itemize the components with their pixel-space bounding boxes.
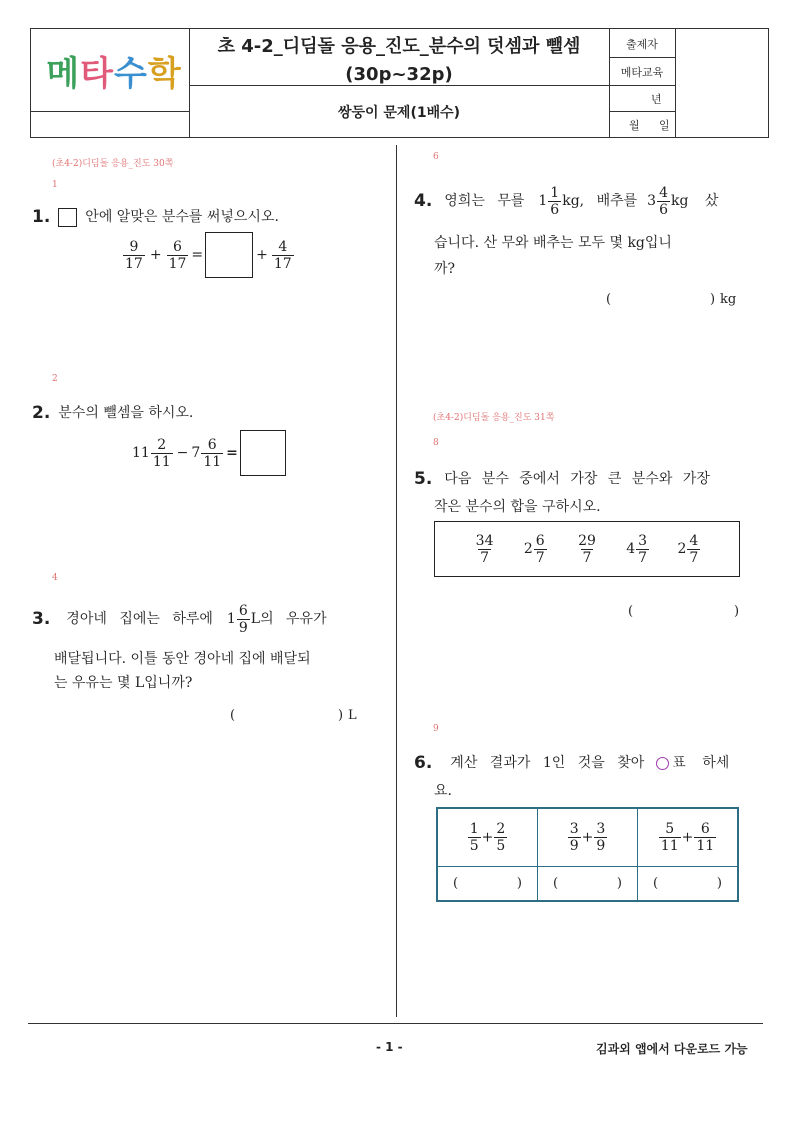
q6-number: 6. [414, 753, 433, 773]
q4-answer-open: ( [606, 292, 612, 307]
page-title: 초 4-2_디딤돌 응용_진도_분수의 덧셈과 뺄셈 (30p~32p) [217, 36, 581, 85]
q4-number: 4. [414, 191, 433, 211]
q2-index: 2 [52, 374, 58, 384]
q3-index: 4 [52, 573, 58, 583]
q5-item: 2 $\frac{4}{7}$ [677, 532, 699, 566]
q5-item: 2 $\frac{6}{7}$ [523, 532, 545, 566]
q3-answer-open: ( [230, 708, 236, 723]
download-note: 김과외 앱에서 다운로드 가능 [596, 1042, 748, 1056]
q1-number: 1. [32, 207, 51, 227]
q6-expr-cell: $\frac{5}{11}$ + $\frac{6}{11}$ [638, 808, 739, 866]
page-number: - 1 - [376, 1040, 403, 1054]
q6-choice-table [436, 807, 739, 902]
q5-index: 8 [433, 438, 439, 448]
month-label: 월 [629, 119, 640, 132]
q6-answer-cell[interactable]: ( ) [538, 866, 638, 901]
day-label: 일 [659, 119, 670, 132]
q5-item: 4 $\frac{3}{7}$ [626, 532, 648, 566]
q2-stem [32, 396, 193, 430]
q5-number: 5. [414, 469, 433, 489]
q6-line2: 요. [434, 783, 452, 799]
q2-number: 2. [32, 403, 51, 423]
q4-index: 6 [433, 152, 439, 162]
q5-item: $\frac{34}{7}$ [475, 532, 494, 566]
q1-index: 1 [52, 180, 58, 190]
q4-answer-close: ) [710, 292, 716, 307]
q6-line1: 6. 계산 결과가 1인 것을 찾아 표 하세 [414, 753, 730, 773]
q3-line3: 는 우유는 몇 L입니까? [54, 675, 193, 691]
q6-answer-cell[interactable]: ( ) [638, 866, 739, 901]
column-divider [396, 145, 397, 1017]
footer-rule [28, 1023, 763, 1024]
q1-answer-box[interactable] [205, 232, 253, 278]
q4-line3: 까? [434, 261, 456, 277]
meta-math-logo: 메 타 수 학 [46, 53, 180, 94]
q6-answer-cell[interactable]: ( ) [437, 866, 538, 901]
subtitle: 쌍둥이 문제(1배수) [337, 105, 461, 121]
q1-source: (초4-2)디딤돌 응용_진도 30쪽 [52, 159, 174, 169]
q4-answer-unit: kg [720, 292, 737, 307]
q6-expr-cell: $\frac{1}{5}$ + $\frac{2}{5}$ [437, 808, 538, 866]
q3-answer-close: ) [338, 708, 344, 723]
author-value: 메타교육 [620, 66, 664, 79]
q3-answer-unit: L [348, 708, 357, 723]
q6-index: 9 [433, 724, 439, 734]
q1-text: 안에 알맞은 분수를 써넣으시오. [85, 209, 279, 225]
q4-line2: 습니다. 산 무와 배추는 모두 몇 kg입니 [434, 235, 672, 251]
q1-blank-box [58, 208, 77, 227]
q3-number: 3. [32, 609, 51, 629]
q5-source: (초4-2)디딤돌 응용_진도 31쪽 [433, 413, 555, 423]
q1-stem [32, 200, 279, 234]
author-label: 출제자 [626, 38, 658, 51]
q2-expression: 11 $\frac{2}{11}$ − 7 $\frac{6}{11}$ = [132, 430, 286, 476]
q2-answer-box[interactable] [240, 430, 286, 476]
q5-answer-open: ( [628, 604, 634, 619]
q5-fraction-box [434, 521, 740, 577]
q5-answer-close: ) [734, 604, 740, 619]
q5-line1: 5. 다음 분수 중에서 가장 큰 분수와 가장 [414, 469, 710, 489]
header-table [30, 28, 769, 138]
year-label: 년 [651, 93, 662, 106]
q1-expression: $\frac{9}{17}$ + $\frac{6}{17}$ = + $\frac{4}{17}$ [122, 232, 295, 278]
q6-expr-cell: $\frac{3}{9}$ + $\frac{3}{9}$ [538, 808, 638, 866]
q4-line1: 4. 영희는 무를 1 $\frac{1}{6}$ kg, 배추를 3 $\frac{4}{6}$ kg 샀 [414, 184, 719, 218]
q3-line2: 배달됩니다. 이틀 동안 경아네 집에 배달되 [54, 651, 311, 667]
circle-mark-icon [656, 757, 669, 770]
q3-line1: 3. 경아네 집에는 하루에 1 $\frac{6}{9}$ L의 우유가 [32, 602, 327, 636]
q5-item: $\frac{29}{7}$ [578, 532, 596, 566]
q5-line2: 작은 분수의 합을 구하시오. [434, 499, 601, 515]
q2-text: 분수의 뺄셈을 하시오. [58, 405, 194, 421]
